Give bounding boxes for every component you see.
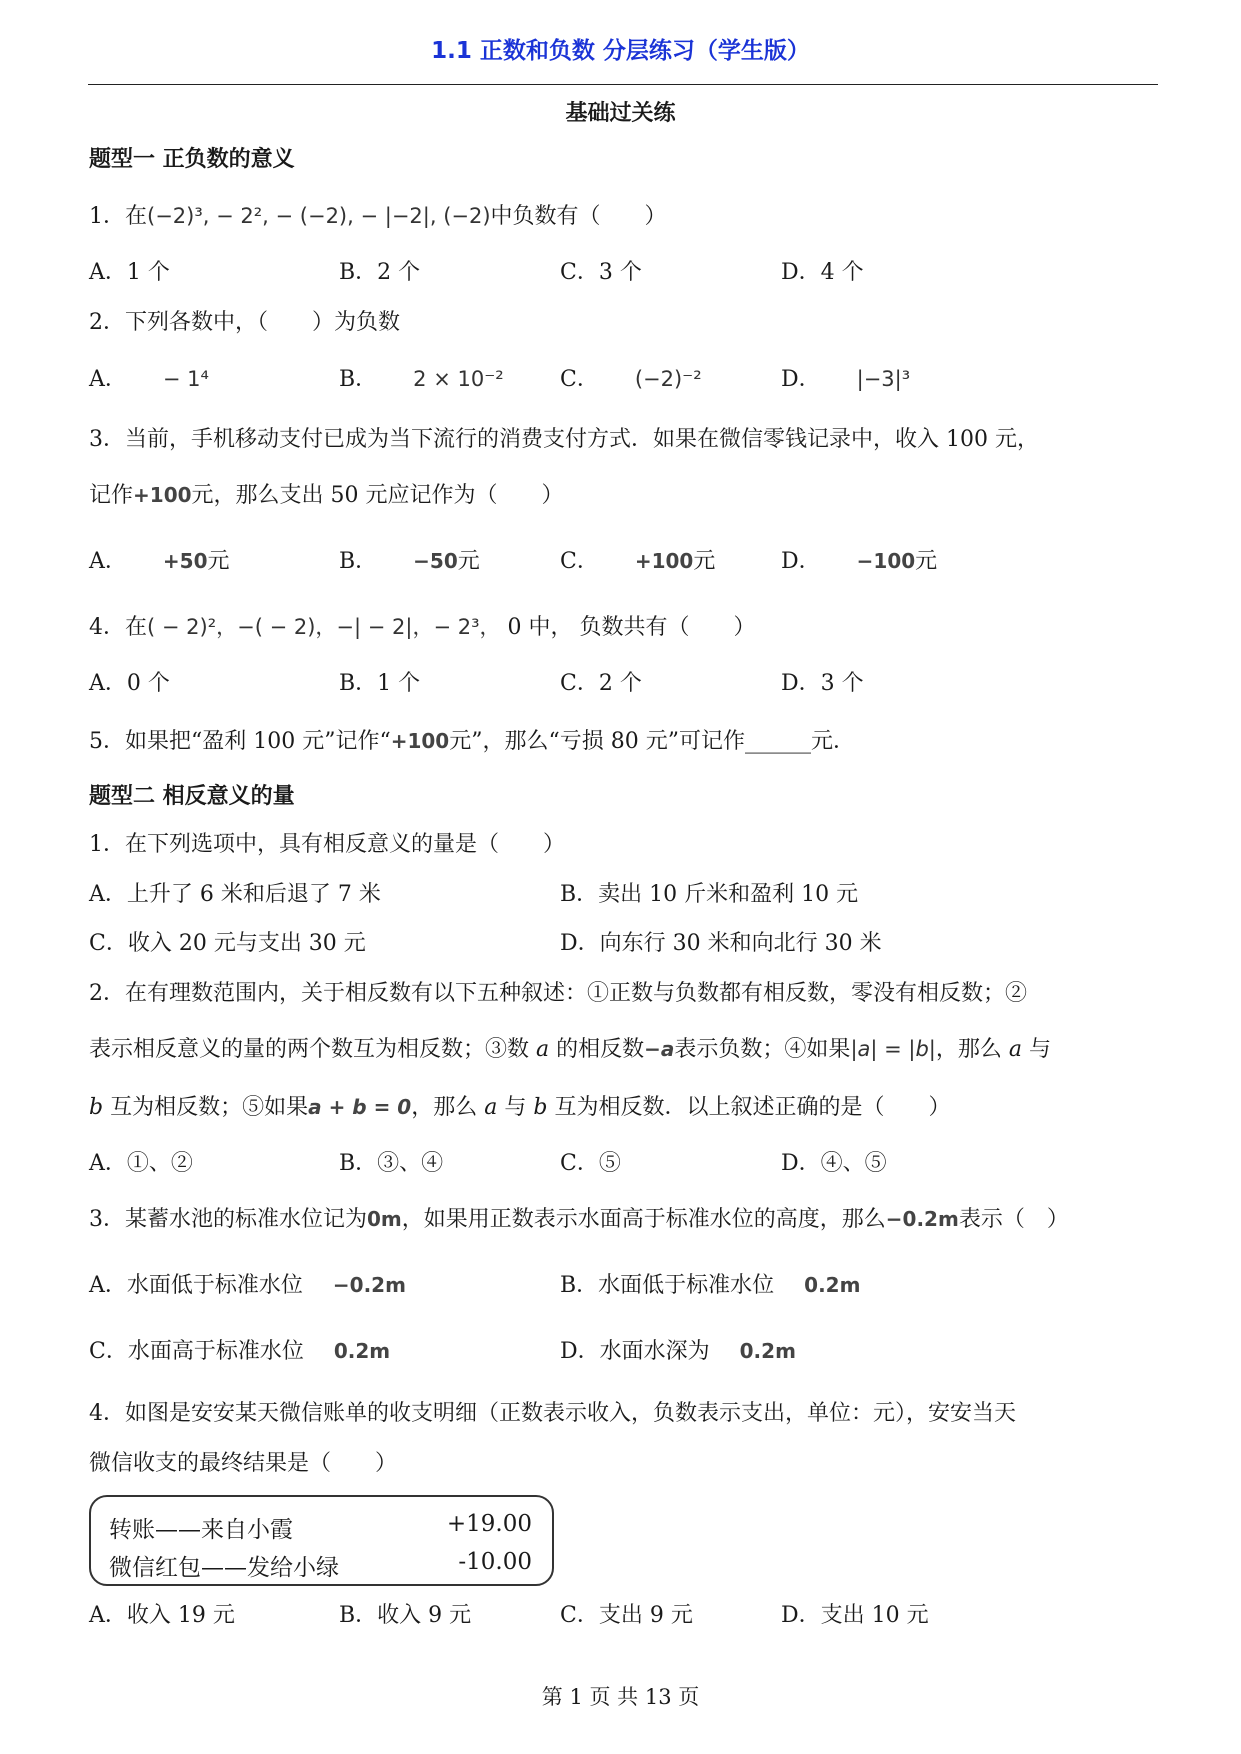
t1-q2-option-c[interactable]	[560, 369, 702, 391]
bill-label: 微信红包——发给小绿	[109, 1555, 339, 1581]
t1-q2-option-b[interactable]	[339, 369, 504, 391]
bill-amount: -10.00	[458, 1549, 532, 1575]
option-value: (−2)⁻²	[634, 367, 702, 391]
t1-q4-option-d[interactable]: D．3 个	[781, 671, 864, 696]
t1-q4-option-b[interactable]: B．1 个	[339, 671, 421, 696]
var-b: b	[533, 1095, 548, 1120]
t1-q3-line2	[89, 485, 564, 507]
t2-q3-zero: 0m	[367, 1207, 402, 1231]
t2-q1-option-b[interactable]: B．卖出 10 斤米和盈利 10 元	[560, 882, 859, 907]
t1-q2-option-d[interactable]	[781, 369, 910, 391]
option-unit: 元	[915, 549, 938, 574]
t1-q3-option-d[interactable]	[781, 551, 937, 573]
bill-amount: +19.00	[446, 1511, 532, 1537]
option-value: |−3|³	[856, 367, 911, 391]
t1-q3-line2-b: 元，那么支出 50 元应记作为（ ）	[191, 483, 564, 508]
t1-q3-option-c[interactable]	[560, 551, 715, 573]
t1-q4-stem	[89, 617, 756, 639]
t1-q1-option-c[interactable]: C．3 个	[560, 260, 642, 285]
t2-q2-option-c[interactable]: C．⑤	[560, 1151, 621, 1176]
option-label: D．	[781, 549, 821, 574]
option-value: − 1⁴	[162, 367, 209, 391]
t2-q2-l2d: ，那么	[935, 1037, 1002, 1062]
t2-q4-option-c[interactable]: C．支出 9 元	[560, 1603, 693, 1628]
t1-q2-option-a[interactable]	[89, 369, 209, 391]
bill-row	[109, 1511, 532, 1544]
page-number: 第 1 页 共 13 页	[541, 1685, 700, 1709]
t1-q1-prefix: 1．在	[89, 204, 147, 229]
t1-q3-line2-val: +100	[133, 483, 192, 507]
t2-q2-option-a[interactable]: A．①、②	[89, 1151, 193, 1176]
t2-q2-option-d[interactable]: D．④、⑤	[781, 1151, 887, 1176]
t2-q2-l2e: 与	[1029, 1037, 1052, 1062]
t2-q1-option-c[interactable]: C．收入 20 元与支出 30 元	[89, 931, 366, 956]
option-label: B．	[339, 367, 378, 392]
option-value: 0.2m	[739, 1339, 796, 1363]
t1-q5-val: +100	[390, 729, 450, 753]
t1-q5-a: 5．如果把“盈利 100 元”记作“	[89, 729, 391, 754]
t2-q3-option-a[interactable]	[89, 1275, 406, 1297]
t2-q2-l3a: 互为相反数；⑤如果	[110, 1095, 309, 1120]
t2-q3-a: 3．某蓄水池的标准水位记为	[89, 1207, 367, 1232]
t2-q2-sum-eq: a + b = 0	[308, 1095, 412, 1119]
option-label: A．	[89, 549, 127, 574]
t2-q2-l3b: ，那么	[411, 1095, 478, 1120]
t2-q2-neg-a: −a	[644, 1037, 675, 1061]
t2-q3-b: ，如果用正数表示水面高于标准水位的高度，那么	[401, 1207, 886, 1232]
t1-q2-stem: 2．下列各数中，（ ）为负数	[89, 310, 400, 335]
t2-q2-line1: 2．在有理数范围内，关于相反数有以下五种叙述：①正数与负数都有相反数，零没有相反数；②	[89, 981, 1028, 1006]
t2-q4-option-b[interactable]: B．收入 9 元	[339, 1603, 472, 1628]
t2-q2-abs-eq: |a| = |b|	[850, 1037, 936, 1061]
wechat-bill-figure	[89, 1495, 554, 1586]
t1-q3-option-a[interactable]	[89, 551, 230, 573]
t2-q3-neg: −0.2m	[885, 1207, 959, 1231]
header-divider	[88, 84, 1158, 85]
option-label: B．	[339, 549, 378, 574]
option-value: 0.2m	[804, 1273, 861, 1297]
t2-q3-option-d[interactable]	[560, 1341, 796, 1363]
t2-q2-l3d: 互为相反数．以上叙述正确的是（ ）	[554, 1095, 951, 1120]
option-value: 2 × 10⁻²	[413, 367, 504, 391]
option-unit: 元	[457, 549, 480, 574]
type2-heading: 题型二 相反意义的量	[89, 784, 295, 809]
t1-q3-option-b[interactable]	[339, 551, 480, 573]
t2-q2-l2a: 表示相反意义的量的两个数互为相反数；③数	[89, 1037, 530, 1062]
var-b: b	[89, 1095, 104, 1120]
t1-q1-option-b[interactable]: B．2 个	[339, 260, 421, 285]
t2-q2-l2b: 的相反数	[556, 1037, 645, 1062]
option-label: D．	[781, 367, 821, 392]
t1-q4-option-c[interactable]: C．2 个	[560, 671, 642, 696]
bill-row	[109, 1549, 532, 1582]
t2-q4-option-d[interactable]: D．支出 10 元	[781, 1603, 929, 1628]
t1-q4-option-a[interactable]: A．0 个	[89, 671, 170, 696]
option-text: C．水面高于标准水位	[89, 1339, 304, 1364]
option-text: D．水面水深为	[560, 1339, 710, 1364]
t1-q1-option-a[interactable]: A．1 个	[89, 260, 170, 285]
t2-q1-option-d[interactable]: D．向东行 30 米和向北行 30 米	[560, 931, 882, 956]
option-unit: 元	[207, 549, 230, 574]
t2-q1-option-a[interactable]: A．上升了 6 米和后退了 7 米	[89, 882, 381, 907]
t2-q4-option-a[interactable]: A．收入 19 元	[89, 1603, 235, 1628]
t1-q3-line1: 3．当前，手机移动支付已成为当下流行的消费支付方式．如果在微信零钱记录中，收入 100 元，	[89, 427, 1039, 452]
page-title: 1.1 正数和负数 分层练习（学生版）	[431, 38, 810, 64]
section-title: 基础过关练	[565, 101, 676, 126]
t2-q2-option-b[interactable]: B．③、④	[339, 1151, 444, 1176]
option-text: B．水面低于标准水位	[560, 1273, 775, 1298]
t1-q1-suffix: 中负数有（ ）	[490, 204, 667, 229]
option-value: −0.2m	[332, 1273, 406, 1297]
option-label: C．	[560, 367, 599, 392]
t2-q3-c: 表示（ ）	[958, 1207, 1069, 1232]
t2-q4-line1: 4．如图是安安某天微信账单的收支明细（正数表示收入，负数表示支出，单位：元），安安当天	[89, 1401, 1017, 1426]
t2-q2-l3c: 与	[504, 1095, 527, 1120]
t1-q4-expr: ( − 2)²，−( − 2)，−| − 2|，− 2³，	[147, 615, 501, 639]
option-text: A．水面低于标准水位	[89, 1273, 303, 1298]
t1-q4-suffix: 0 中， 负数共有（ ）	[500, 615, 756, 640]
var-a: a	[1008, 1037, 1023, 1062]
t2-q4-line2: 微信收支的最终结果是（ ）	[89, 1451, 398, 1476]
t1-q5-b: 元”，那么“亏损 80 元”可记作______元．	[449, 729, 855, 754]
t2-q3-option-b[interactable]	[560, 1275, 860, 1297]
option-value: −100	[856, 549, 916, 573]
option-unit: 元	[693, 549, 716, 574]
t1-q4-prefix: 4．在	[89, 615, 147, 640]
t2-q3-option-c[interactable]	[89, 1341, 390, 1363]
var-a: a	[536, 1037, 550, 1062]
option-label: C．	[560, 549, 599, 574]
t2-q2-line3	[89, 1097, 950, 1119]
option-value: −50	[413, 549, 458, 573]
t1-q3-line2-a: 记作	[89, 483, 134, 508]
t1-q1-option-d[interactable]: D．4 个	[781, 260, 864, 285]
t1-q1-stem	[89, 206, 667, 228]
option-value: +100	[634, 549, 694, 573]
type1-heading: 题型一 正负数的意义	[89, 147, 295, 172]
t1-q1-expr: (−2)³, − 2², − (−2), − |−2|, (−2)	[147, 204, 491, 228]
option-value: +50	[162, 549, 208, 573]
t2-q1-stem: 1．在下列选项中，具有相反意义的量是（ ）	[89, 832, 565, 857]
t2-q2-line2	[89, 1039, 1051, 1061]
t2-q2-l2c: 表示负数；④如果	[674, 1037, 851, 1062]
t2-q3-stem	[89, 1209, 1069, 1231]
t1-q5-stem	[89, 731, 855, 753]
var-a: a	[484, 1095, 498, 1120]
bill-label: 转账——来自小霞	[109, 1517, 293, 1543]
option-value: 0.2m	[333, 1339, 391, 1363]
option-label: A．	[89, 367, 127, 392]
